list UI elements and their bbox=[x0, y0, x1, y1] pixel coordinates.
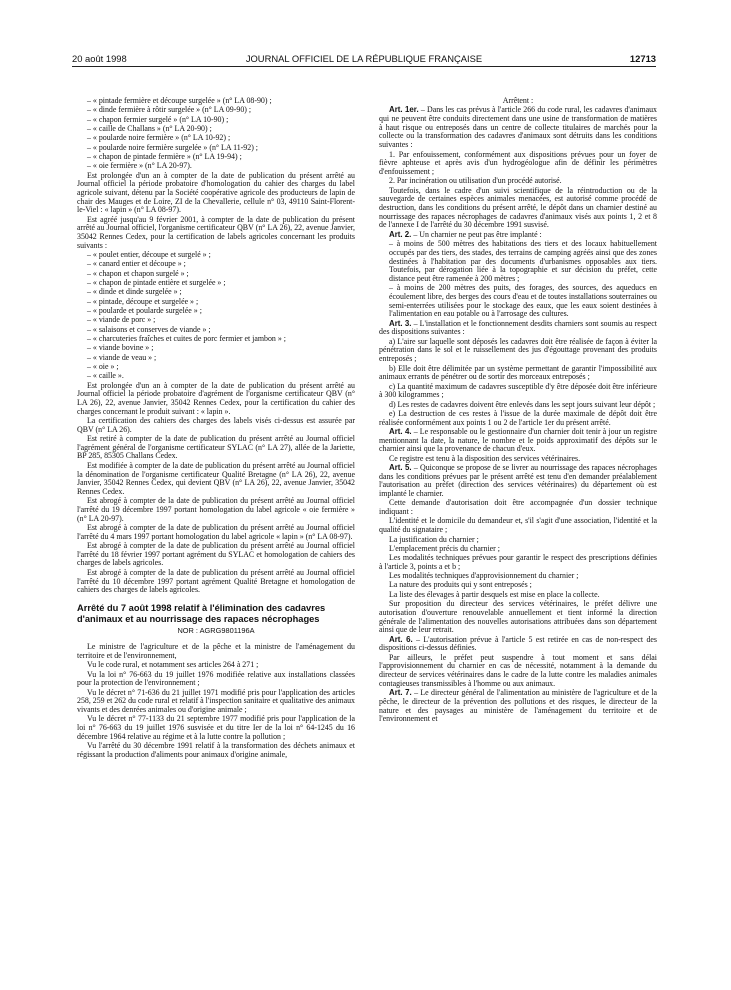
paragraph: c) La quantité maximum de cadavres susceptible d'y être déposée doit être inférieure à 300 kilogrammes ; bbox=[379, 381, 657, 400]
paragraph: Vu le code rural, et notamment ses articles 264 à 271 ; bbox=[87, 660, 259, 670]
paragraph: La liste des élevages à partir desquels est mise en place la collecte. bbox=[389, 589, 600, 599]
paragraph: Vu le décret n° 77-1133 du 21 septembre 1977 modifié pris pour l'application de la loi n° 76-663 du 19 juillet 1976 susvisée et du titre Ier de la loi n° 64-1245 du 16 décembre 1964 relative au régime et à la lutte contre la pollution ; bbox=[77, 714, 355, 741]
list-item: – « pintade, découpe et surgelée » ; bbox=[87, 296, 199, 306]
list-item: – « charcuteries fraîches et cuites de porc fermier et jambon » ; bbox=[87, 333, 286, 343]
list-item: – « chapon de pintade fermière » (n° LA 19-94) ; bbox=[87, 151, 242, 161]
list-item: – « dinde fermière à rôtir surgelée » (n° LA 09-90) ; bbox=[87, 105, 252, 115]
article-label: Art. 4. bbox=[389, 426, 412, 436]
list-item: – « pintade fermière et découpe surgelée » (n° LA 08-90) ; bbox=[87, 96, 272, 105]
list-item: – « chapon de pintade entière et surgelée » ; bbox=[87, 278, 226, 288]
paragraph: b) Elle doit être délimitée par un système permettant de garantir l'impossibilité aux animaux errants de pénétrer ou de sortir des morceaux entreposés ; bbox=[379, 363, 657, 382]
list-item: – « caille de Challans » (n° LA 20-90) ; bbox=[87, 123, 212, 133]
page-header bbox=[72, 53, 656, 67]
paragraph: Est abrogé à compter de la date de publication du présent arrêté au Journal officiel l'arrêté du 19 décembre 1997 portant homologation du label agricole « oie fermière » (n° LA 20-97). bbox=[77, 496, 355, 523]
paragraph: La certification des cahiers des charges des labels visés ci-dessus est assurée par QBV (n° LA 26). bbox=[77, 416, 355, 434]
arretent-heading: Arrêtent : bbox=[502, 96, 534, 105]
article-label: Art. 6. bbox=[389, 634, 413, 644]
list-item: – « oie fermière » (n° LA 20-97). bbox=[87, 161, 192, 171]
list-item: – à moins de 200 mètres des puits, des forages, des sources, des aqueducs en écoulement libre, des berges des cours d'eau et de toutes installations souterraines ou semi-enterrées utilisées pour le stockage des eaux, que les eaux soient destinées à l'alimentation en eau potable ou à l'arrosage des cultures. bbox=[389, 283, 657, 319]
article-3: Art. 3. – L'installation et le fonctionnement desdits charniers sont soumis au respect des dispositions suivantes : bbox=[379, 318, 657, 337]
list-item: – « poulet entier, découpe et surgelé » ; bbox=[87, 250, 211, 260]
list-item: – « poularde noire fermière surgelée » (n° LA 11-92) ; bbox=[87, 142, 258, 152]
paragraph: L'identité et le domicile du demandeur et, s'il s'agit d'une association, l'identité et la qualité du signataire ; bbox=[379, 516, 657, 535]
article-7: Art. 7. – Le directeur général de l'alimentation au ministère de l'agriculture et de la pêche, le directeur de la prévention des pollutions et des risques, le directeur de la nature et des paysages au ministère de l'aménagement du territoire et de l'environnement et bbox=[379, 688, 657, 724]
paragraph: Est abrogé à compter de la date de publication du présent arrêté au Journal officiel l'arrêté du 10 décembre 1997 portant agrément Qualité Bretagne et homologation de cahiers des charges de labels agricoles. bbox=[77, 567, 355, 595]
article-5: Art. 5. – Quiconque se propose de se livrer au nourrissage des rapaces nécrophages dans les conditions prévues par le présent arrêté est tenu d'en demander préalablement l'autorisation au préfet (direction des services vétérinaires) du département où est implanté le charnier. bbox=[379, 462, 657, 499]
list-item: – « salaisons et conserves de viande » ; bbox=[87, 324, 211, 334]
header-date: 20 août 1998 bbox=[72, 53, 127, 64]
article-label: Art. 2. bbox=[389, 229, 412, 239]
decree-title: Arrêté du 7 août 1998 relatif à l'élimination des cadavres d'animaux et au nourrissage des rapaces nécrophages bbox=[77, 602, 326, 624]
paragraph: Ce registre est tenu à la disposition des services vétérinaires. bbox=[389, 453, 581, 463]
list-item: – « oie » ; bbox=[87, 361, 119, 371]
paragraph: Vu l'arrêté du 30 décembre 1991 relatif à la transformation des déchets animaux et régissant la production d'aliments pour animaux d'origine animale, bbox=[77, 741, 355, 759]
paragraph: Est abrogé à compter de la date de publication du présent arrêté au Journal officiel l'arrêté du 18 février 1997 portant agrément du SYLAC et homologation de cahiers des charges de labels agricoles. bbox=[77, 541, 355, 568]
paragraph: a) L'aire sur laquelle sont déposés les cadavres doit être réalisée de façon à éviter la pénétration dans le sol et le ruissellement des jus d'égouttage provenant des produits entreposés ; bbox=[379, 336, 657, 364]
list-item: – « poularde et poularde surgelée » ; bbox=[87, 306, 202, 316]
list-item: – « chapon et chapon surgelé » ; bbox=[87, 268, 189, 278]
article-label: Art. 3. bbox=[389, 318, 412, 328]
left-column bbox=[77, 97, 355, 760]
paragraph: L'emplacement précis du charnier ; bbox=[389, 543, 500, 553]
list-item: – « caille ». bbox=[87, 371, 124, 381]
page-number: 12713 bbox=[629, 53, 656, 64]
paragraph: Par ailleurs, le préfet peut suspendre à tout moment et sans délai l'approvisionnement du charnier en cas de nécessité, notamment à la demande du directeur de services vétérinaires dans le cadre de la lutte contre les maladies animales contagieuses transmissibles à l'homme ou aux animaux. bbox=[379, 652, 657, 688]
paragraph: Est retiré à compter de la date de publication du présent arrêté au Journal officiel l'agrément général de l'organisme certificateur SYLAC (n° LA 27), allée de la Jariette, BP 285, 85305 Challans Cedex. bbox=[77, 434, 355, 461]
paragraph: 2. Par incinération ou utilisation d'un procédé autorisé. bbox=[389, 176, 562, 186]
header-rule bbox=[72, 66, 656, 67]
paragraph: Les modalités techniques d'approvisionnement du charnier ; bbox=[389, 571, 579, 581]
paragraph: Le ministre de l'agriculture et de la pêche et la ministre de l'aménagement du territoire et de l'environnement, bbox=[77, 642, 355, 660]
paragraph: La justification du charnier ; bbox=[389, 534, 479, 544]
right-column bbox=[379, 97, 657, 725]
paragraph: Vu le décret n° 71-636 du 21 juillet 1971 modifié pris pour l'application des articles 258, 259 et 262 du code rural et relatif à l'inspection sanitaire et qualitative des animaux vivants et des denrées animales ou d'origine animale ; bbox=[77, 687, 355, 715]
list-item: – à moins de 500 mètres des habitations des tiers et des locaux habituellement occupés par des tiers, des stades, des terrains de camping agréés ainsi que des zones destinées à l'habitation par des documents d'urbanismes opposables aux tiers. Toutefois, par dérogation liée à la topographie et sur décision du préfet, cette distance peut être ramenée à 200 mètres ; bbox=[389, 239, 657, 283]
paragraph: Les modalités techniques prévues pour garantir le respect des prescriptions définies à l'article 3, points a et b ; bbox=[379, 553, 657, 571]
list-item: – « poularde noire fermière » (n° LA 10-92) ; bbox=[87, 133, 231, 143]
paragraph: Vu la loi n° 76-663 du 19 juillet 1976 modifiée relative aux installations classées pour la protection de l'environnement ; bbox=[77, 669, 355, 688]
article-6: Art. 6. – L'autorisation prévue à l'article 5 est retirée en cas de non-respect des dispositions ci-dessus définies. bbox=[379, 634, 657, 653]
paragraph: Toutefois, dans le cadre d'un suivi scientifique de la réintroduction ou de la sauvegarde de certaines espèces animales menacées, est autorisé comme procédé de destruction, dans les conditions du présent arrêté, le dépôt dans un charnier destiné au nourrissage des rapaces nécrophages de cadavres d'animaux visés aux points 1, 2 et 8 de l'annexe I de l'arrêté du 30 décembre 1991 susvisé. bbox=[379, 185, 657, 230]
list-item: – « viande de veau » ; bbox=[87, 352, 157, 362]
nor-reference: NOR : AGRG9801196A bbox=[177, 625, 255, 635]
list-item: – « viande de porc » ; bbox=[87, 315, 156, 325]
paragraph: Est modifiée à compter de la date de publication du présent arrêté au Journal officiel la dénomination de l'organisme certificateur Qualité Bretagne (n° LA 26), 22, avenue Janvier, 35042 Rennes Cedex, qui devient QBV (n° LA 26), 22, avenue Janvier, 35042 Rennes Cedex. bbox=[77, 460, 355, 496]
paragraph: Sur proposition du directeur des services vétérinaires, le préfet délivre une autorisation d'ouverture renouvelable annuellement et tient informé la direction générale de l'alimentation des nouvelles autorisations attribuées dans son département ainsi que de leur retrait. bbox=[379, 599, 657, 635]
paragraph: Est prolongée d'un an à compter de la date de publication du présent arrêté au Journal officiel la période probatoire d'homologation du cahier des charges du label agricole suivant, détenu par la Société coopérative agricole des producteurs de lapin de chair des Mauges et de Loire, ZI de la Chevallerie, cellule n° 03, 49110 Saint-Florent-le-Viel : « lapin » (n° LA 08-97). bbox=[77, 170, 355, 215]
paragraph: d) Les restes de cadavres doivent être enlevés dans les sept jours suivant leur dépôt ; bbox=[389, 399, 656, 409]
article-label: Art. 5. bbox=[389, 462, 412, 472]
paragraph: e) La destruction de ces restes à l'issue de la durée maximale de dépôt doit être réalisée conformément aux points 1 ou 2 de l'article 1er du présent arrêté. bbox=[379, 408, 657, 427]
article-label: Art. 1er. bbox=[389, 105, 419, 115]
article-label: Art. 7. bbox=[389, 688, 412, 698]
paragraph: Est prolongée d'un an à compter de la date de publication du présent arrêté au Journal officiel la période probatoire d'agrément de l'organisme certificateur QBV (n° LA 26), 22, avenue Janvier, 35042 Rennes Cedex, pour la certification du cahier des charges concernant le produit suivant : « lapin ». bbox=[77, 380, 355, 416]
paragraph: Est abrogé à compter de la date de publication du présent arrêté au Journal officiel l'arrêté du 4 mars 1997 portant homologation du label agricole « lapin » (n° LA 08-97). bbox=[77, 523, 355, 541]
list-item: – « canard entier et découpe » ; bbox=[87, 259, 186, 269]
list-item: – « dinde et dinde surgelée » ; bbox=[87, 287, 182, 297]
list-item: – « viande bovine » ; bbox=[87, 343, 154, 353]
article-2: Art. 2. – Un charnier ne peut pas être implanté : bbox=[389, 229, 542, 239]
paragraph: 1. Par enfouissement, conformément aux dispositions prévues pour un foyer de fièvre aphteuse et après avis d'un hydrogéologue afin de définir les périmètres d'enfouissement ; bbox=[379, 149, 657, 176]
paragraph: Cette demande d'autorisation doit être accompagnée d'un dossier technique indiquant : bbox=[379, 498, 657, 517]
header-title: JOURNAL OFFICIEL DE LA RÉPUBLIQUE FRANÇAISE bbox=[245, 53, 483, 64]
paragraph: Est agréé jusqu'au 9 février 2001, à compter de la date de publication du présent arrêté au Journal officiel, l'organisme certificateur QBV (n° LA 26), 22, avenue Janvier, 35042 Rennes Cedex, pour la certification de labels agricoles concernant les produits suivants : bbox=[77, 214, 355, 250]
article-4: Art. 4. – Le responsable ou le gestionnaire d'un charnier doit tenir à jour un registre mentionnant la date, la nature, le nombre et le poids approximatif des dépôts sur le charnier ainsi que la provenance de chacun d'eux. bbox=[379, 426, 657, 454]
paragraph: La nature des produits qui y sont entreposés ; bbox=[389, 580, 532, 590]
article-1: Art. 1er. – Dans les cas prévus à l'article 266 du code rural, les cadavres d'animaux qui ne peuvent être conduits directement dans une usine de transformation de matières à haut risque ou entreposés dans un centre de collecte titulaires de marchés pour la collecte ou la transformation des cadavres d'animaux sont détruits dans les conditions suivantes : bbox=[379, 105, 657, 150]
list-item: – « chapon fermier surgelé » (n° LA 10-90) ; bbox=[87, 114, 229, 124]
